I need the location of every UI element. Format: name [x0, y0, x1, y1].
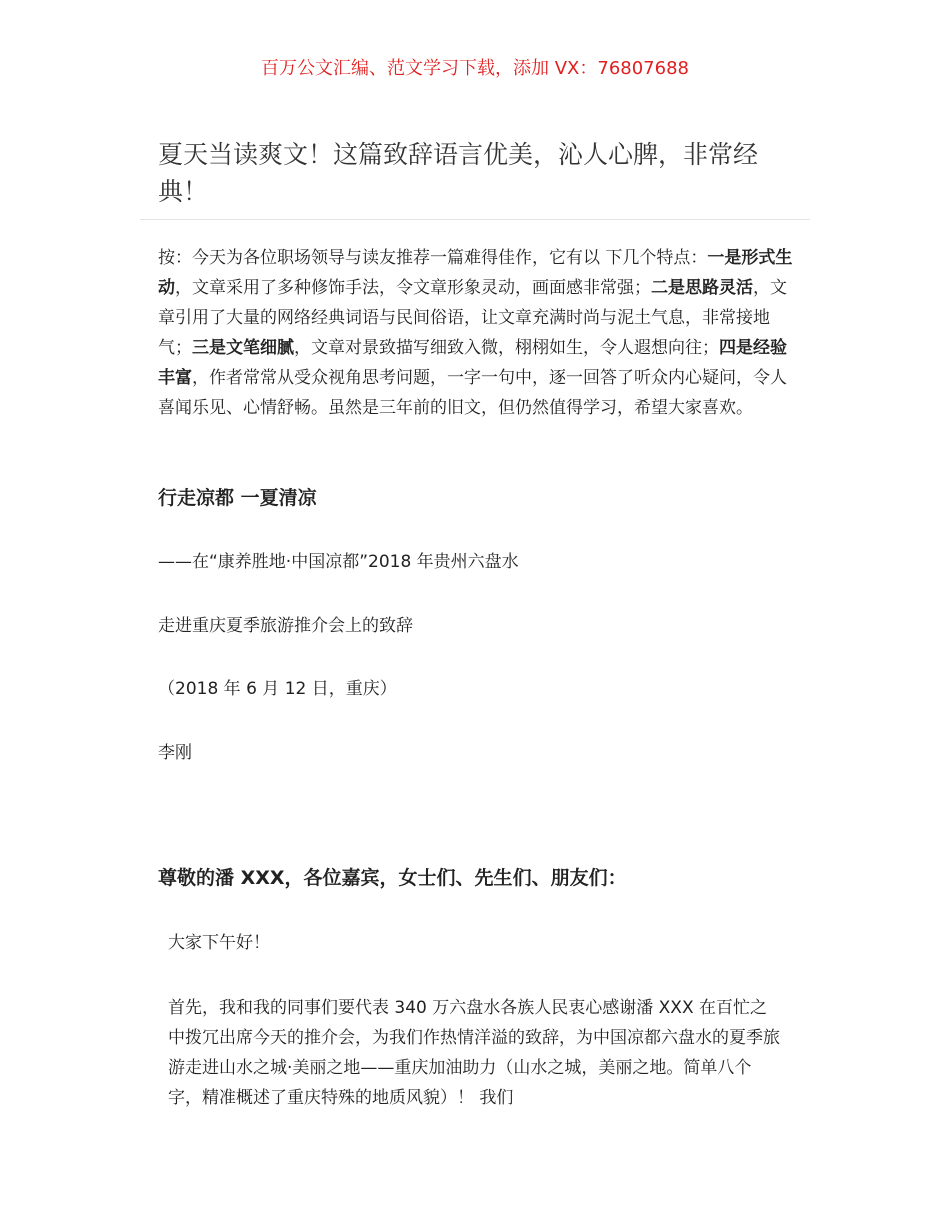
promo-banner: 百万公文汇编、范文学习下载，添加 VX：76807688 [261, 58, 689, 79]
speech-date-place: （2018 年 6 月 12 日，重庆） [158, 679, 397, 699]
note-text: ，作者常常从受众视角思考问题，一字一句中，逐一回答了听众内心疑问，令人喜闻乐见、心情舒畅。虽然是三年前的旧文，但仍然值得学习，希望大家喜欢。 [158, 368, 787, 418]
speech-title: 行走凉都 一夏清凉 [158, 487, 317, 509]
note-text: ，文章引用了大量的网络经典词语与民间俗语，让文章充满时尚与泥土气息，非常接地气； [158, 278, 787, 358]
note-highlight: 四是经验丰富 [158, 338, 787, 388]
speech-author: 李刚 [158, 743, 192, 763]
speech-paragraph: 首先，我和我的同事们要代表 340 万六盘水各族人民衷心感谢潘 XXX 在百忙之中拨冗出席今天的推介会，为我们作热情洋溢的致辞，为中国凉都六盘水的夏季旅游走进山水之城·美丽之地——重庆加油助力（山水之城，美丽之地。简单八个字，精准概述了重庆特殊的地质风貌）！ 我们 [168, 998, 780, 1108]
note-highlight: 二是思路灵活 [651, 278, 753, 298]
article-title: 夏天当读爽文！这篇致辞语言优美，沁人心脾，非常经典！ [158, 140, 759, 206]
title-divider [140, 219, 810, 220]
note-text: ，文章对景致描写细致入微，栩栩如生，令人遐想向往； [294, 338, 719, 358]
salutation: 尊敬的潘 XXX，各位嘉宾，女士们、先生们、朋友们： [158, 867, 627, 889]
editor-note [158, 243, 798, 423]
note-text: ，文章采用了多种修饰手法，令文章形象灵动，画面感非常强； [175, 278, 651, 298]
speech-subtitle-line-2: 走进重庆夏季旅游推介会上的致辞 [158, 616, 413, 636]
note-highlight: 三是文笔细腻 [192, 338, 294, 358]
greeting: 大家下午好！ [168, 933, 270, 953]
speech-subtitle-line-1: ——在“康养胜地·中国凉都”2018 年贵州六盘水 [158, 552, 519, 572]
note-highlight: 一是形式生动 [158, 248, 793, 298]
note-text: 按：今天为各位职场领导与读友推荐一篇难得佳作，它有以 下几个特点： [158, 248, 708, 268]
